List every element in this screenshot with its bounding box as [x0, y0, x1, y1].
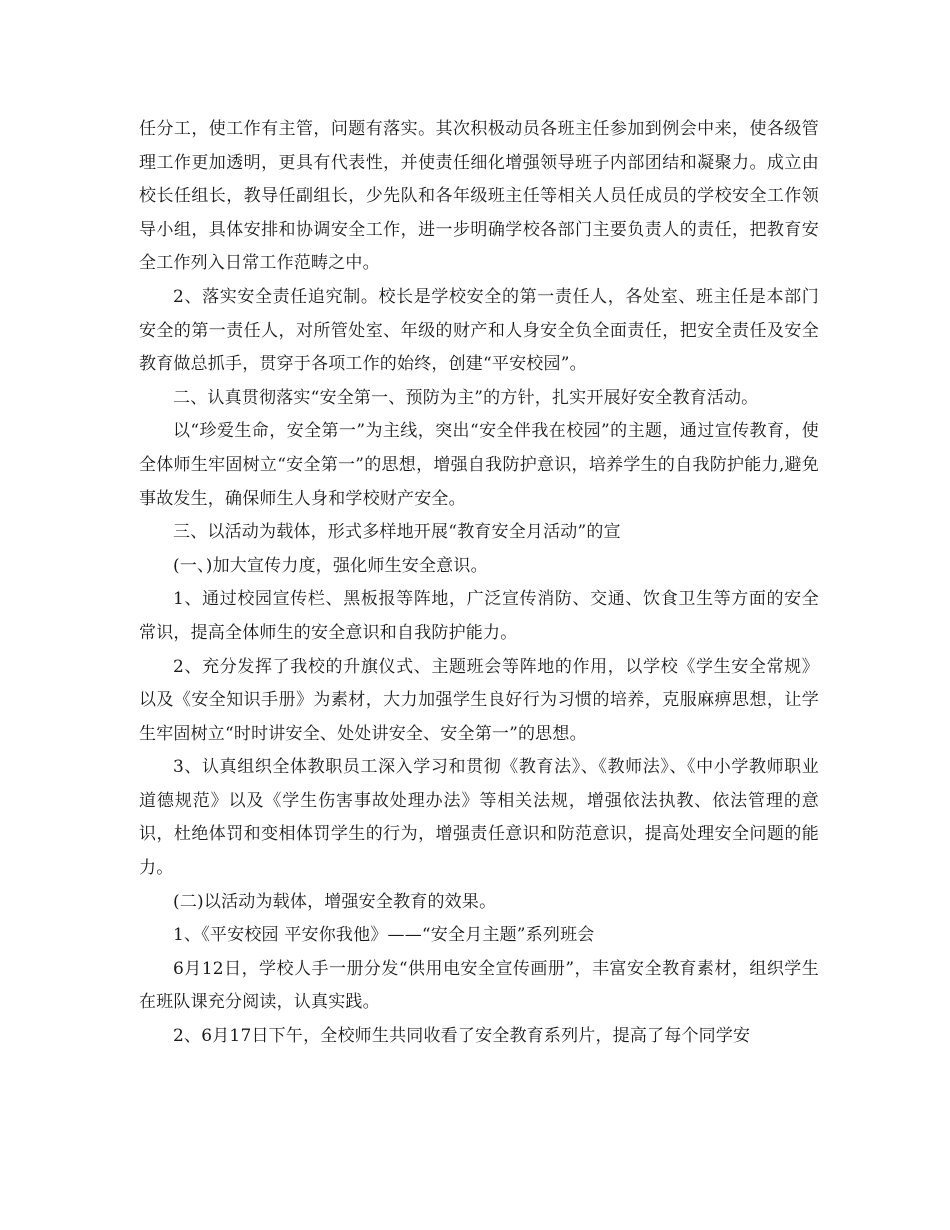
paragraph: 6月12日，学校人手一册分发“供用电安全宣传画册”，丰富安全教育素材，组织学生在班队课充分阅读，认真实践。: [139, 958, 819, 1013]
paragraph: 1、《平安校园 平安你我他》——“安全月主题”系列班会: [173, 925, 595, 946]
paragraph: (二)以活动为载体，增强安全教育的效果。: [173, 891, 497, 912]
paragraph: 任分工，使工作有主管，问题有落实。其次积极动员各班主任参加到例会中来，使各级管理工作更加透明，更具有代表性，并使责任细化增强领导班子内部团结和凝聚力。成立由校长任组长，教导任副组长，少先队和各年级班主任等相关人员任成员的学校安全工作领导小组，具体安排和协调安全工作，进一步明确学校各部门主要负责人的责任，把教育安全工作列入日常工作范畴之中。: [139, 119, 819, 274]
paragraph: 2、充分发挥了我校的升旗仪式、主题班会等阵地的作用，以学校《学生安全常规》以及《安全知识手册》为素材，大力加强学生良好行为习惯的培养，克服麻痹思想，让学生牢固树立“时时讲安全、处处讲安全、安全第一”的思想。: [139, 656, 819, 744]
document-body: [139, 113, 819, 1054]
paragraph: 3、认真组织全体教职员工深入学习和贯彻《教育法》、《教师法》、《中小学教师职业道德规范》以及《学生伤害事故处理办法》等相关法规，增强依法执教、依法管理的意识，杜绝体罚和变相体罚学生的行为，增强责任意识和防范意识，提高处理安全问题的能力。: [139, 757, 819, 879]
paragraph: 二、认真贯彻落实“安全第一、预防为主”的方针，扎实开展好安全教育活动。: [173, 387, 759, 408]
paragraph: 1、通过校园宣传栏、黑板报等阵地，广泛宣传消防、交通、饮食卫生等方面的安全常识，提高全体师生的安全意识和自我防护能力。: [139, 589, 819, 643]
paragraph: 三、以活动为载体，形式多样地开展“教育安全月活动”的宣: [173, 522, 621, 543]
paragraph: (一、)加大宣传力度，强化师生安全意识。: [173, 555, 488, 576]
paragraph: 2、落实安全责任追究制。校长是学校安全的第一责任人，各处室、班主任是本部门安全的第一责任人，对所管处室、年级的财产和人身安全负全面责任，把安全责任及安全教育做总抓手，贯穿于各项工作的始终，创建“平安校园”。: [139, 286, 819, 375]
paragraph: 以“珍爱生命，安全第一”为主线，突出“安全伴我在校园”的主题，通过宣传教育，使全体师生牢固树立“安全第一”的思想，增强自我防护意识，培养学生的自我防护能力,避免事故发生，确保师生人身和学校财产安全。: [139, 421, 819, 509]
paragraph: 2、6月17日下午，全校师生共同收看了安全教育系列片，提高了每个同学安: [173, 1026, 751, 1047]
